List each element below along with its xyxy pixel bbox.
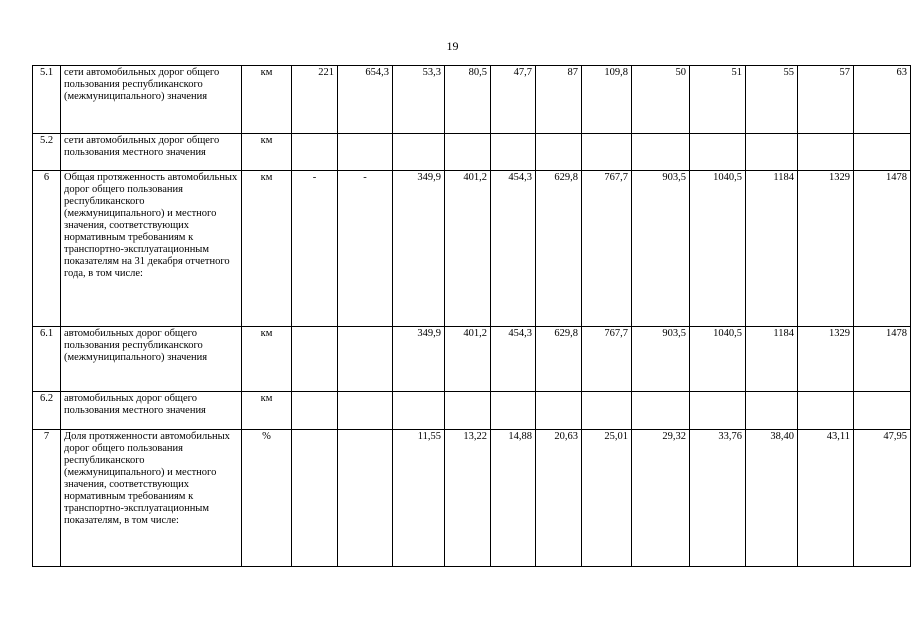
value-cell: 14,88 [491,430,536,567]
value-cell: 43,11 [798,430,854,567]
value-cell: 1329 [798,171,854,327]
value-cell: 629,8 [536,327,582,392]
value-cell: 1478 [854,327,911,392]
value-cell: 109,8 [582,66,632,134]
table-row [33,134,911,171]
table-row [33,171,911,327]
indicator-name-cell: сети автомобильных дорог общего пользования местного значения [61,134,242,171]
value-cell [690,134,746,171]
row-number-cell: 5.1 [33,66,61,134]
row-number-cell: 6.2 [33,392,61,430]
value-cell: 349,9 [393,171,445,327]
page-number: 19 [446,39,459,53]
value-cell [491,134,536,171]
value-cell [582,392,632,430]
value-cell: 50 [632,66,690,134]
value-cell [690,392,746,430]
value-cell [393,392,445,430]
value-cell: 401,2 [445,327,491,392]
value-cell: 51 [690,66,746,134]
table-row [33,430,911,567]
value-cell: 29,32 [632,430,690,567]
indicators-table [32,65,911,567]
row-number-cell: 6 [33,171,61,327]
value-cell: 1040,5 [690,171,746,327]
value-cell: 349,9 [393,327,445,392]
value-cell [854,134,911,171]
table-row [33,327,911,392]
value-cell: 1478 [854,171,911,327]
value-cell [292,327,338,392]
value-cell: 53,3 [393,66,445,134]
value-cell: 55 [746,66,798,134]
row-number-cell: 7 [33,430,61,567]
value-cell: 1184 [746,327,798,392]
value-cell: 11,55 [393,430,445,567]
value-cell [292,134,338,171]
value-cell [632,392,690,430]
value-cell: 903,5 [632,171,690,327]
row-number-cell: 6.1 [33,327,61,392]
indicator-name-cell: автомобильных дорог общего пользования местного значения [61,392,242,430]
value-cell [746,134,798,171]
value-cell: 221 [292,66,338,134]
value-cell [445,134,491,171]
value-cell [536,392,582,430]
row-number-cell: 5.2 [33,134,61,171]
value-cell: 20,63 [536,430,582,567]
indicator-name-cell: Общая протяженность автомобильных дорог общего пользования республиканского (межмуниципального) и местного значения, соответствующих нормативным требованиям к транспортно-эксплуатационным показателям на 31 декабря отчетного года, в том числе: [61,171,242,327]
value-cell [338,134,393,171]
value-cell [338,392,393,430]
value-cell: 654,3 [338,66,393,134]
indicator-name-cell: автомобильных дорог общего пользования республиканского (межмуниципального) значения [61,327,242,392]
value-cell: 401,2 [445,171,491,327]
value-cell [582,134,632,171]
value-cell [536,134,582,171]
value-cell: 1040,5 [690,327,746,392]
value-cell [491,392,536,430]
value-cell [292,392,338,430]
table-row [33,392,911,430]
value-cell: 903,5 [632,327,690,392]
value-cell [292,430,338,567]
value-cell: 629,8 [536,171,582,327]
value-cell [445,392,491,430]
value-cell: 87 [536,66,582,134]
value-cell [746,392,798,430]
value-cell: 47,7 [491,66,536,134]
value-cell [854,392,911,430]
value-cell: 33,76 [690,430,746,567]
value-cell [798,392,854,430]
unit-cell: км [242,327,292,392]
value-cell: 80,5 [445,66,491,134]
unit-cell: км [242,171,292,327]
value-cell: 1184 [746,171,798,327]
value-cell: 47,95 [854,430,911,567]
indicator-name-cell: сети автомобильных дорог общего пользования республиканского (межмуниципального) значения [61,66,242,134]
value-cell: 13,22 [445,430,491,567]
value-cell: - [292,171,338,327]
unit-cell: км [242,134,292,171]
value-cell: 1329 [798,327,854,392]
value-cell: 38,40 [746,430,798,567]
value-cell: 63 [854,66,911,134]
value-cell: 454,3 [491,171,536,327]
unit-cell: % [242,430,292,567]
value-cell: 767,7 [582,327,632,392]
unit-cell: км [242,66,292,134]
unit-cell: км [242,392,292,430]
value-cell [393,134,445,171]
value-cell: - [338,171,393,327]
value-cell [338,430,393,567]
indicator-name-cell: Доля протяженности автомобильных дорог общего пользования республиканского (межмуниципального) и местного значения, соответствующих нормативным требованиям к транспортно-эксплуатационным показателям, в том числе: [61,430,242,567]
table-row [33,66,911,134]
value-cell [632,134,690,171]
value-cell [338,327,393,392]
value-cell: 25,01 [582,430,632,567]
value-cell: 57 [798,66,854,134]
value-cell: 767,7 [582,171,632,327]
value-cell [798,134,854,171]
value-cell: 454,3 [491,327,536,392]
